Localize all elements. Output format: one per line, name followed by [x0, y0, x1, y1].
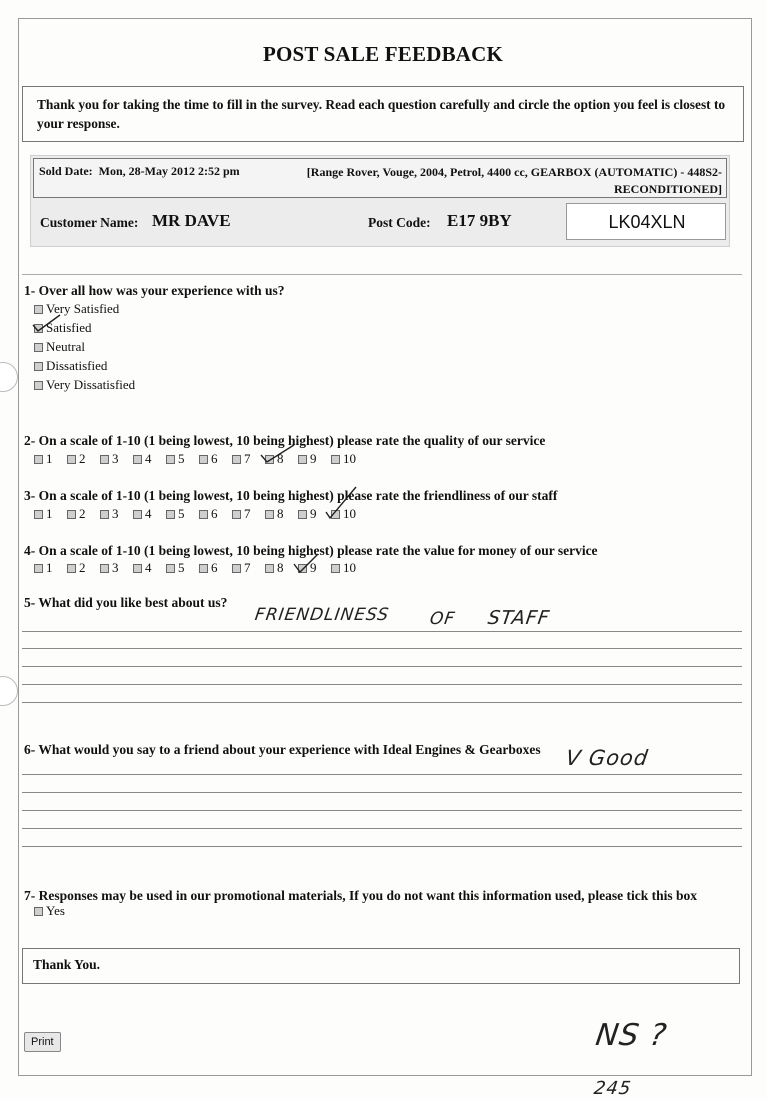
scale-option[interactable]: 5 — [166, 451, 199, 467]
scale-option[interactable]: 9 — [298, 506, 331, 522]
answer-line — [22, 774, 742, 775]
scale-option[interactable]: 8 — [265, 560, 298, 576]
scale-option-selected[interactable]: 10 — [331, 506, 371, 522]
punch-hole — [0, 676, 18, 706]
sold-date — [39, 164, 240, 179]
punch-hole — [0, 362, 18, 392]
scale-option[interactable]: 3 — [100, 451, 133, 467]
page-title: POST SALE FEEDBACK — [262, 42, 504, 66]
answer-line — [22, 648, 742, 649]
handwritten-tick — [30, 312, 64, 334]
sold-date-label: Sold Date: — [39, 164, 93, 178]
print-button[interactable]: Print — [24, 1032, 61, 1052]
answer-line — [22, 666, 742, 667]
scale-option[interactable]: 4 — [133, 506, 166, 522]
checkbox[interactable] — [34, 381, 43, 390]
scale-option[interactable]: 6 — [199, 506, 232, 522]
question-6: 6- What would you say to a friend about your experience with Ideal Engines & Gearboxes — [24, 742, 541, 757]
postcode-label: Post Code: — [368, 215, 431, 230]
handwritten-answer-5-word-2: OF — [428, 609, 457, 629]
handwritten-annotation: NS ? — [593, 1018, 670, 1053]
postcode-value: E17 9BY — [447, 211, 512, 230]
scale-option[interactable]: 10 — [331, 451, 371, 467]
q7-option-yes[interactable]: Yes — [34, 903, 65, 919]
question-7: 7- Responses may be used in our promotional materials, If you do not want this information used, please tick this box — [24, 888, 698, 903]
q2-scale — [34, 451, 371, 467]
answer-line — [22, 702, 742, 703]
scale-option[interactable]: 8 — [265, 506, 298, 522]
answer-line — [22, 828, 742, 829]
thank-you-box: Thank You. — [22, 948, 740, 984]
intro-text: Thank you for taking the time to fill in the survey. Read each question carefully and circle the option you feel is closest to your response. — [22, 86, 744, 142]
handwritten-tick — [292, 552, 322, 576]
scale-option[interactable]: 4 — [133, 451, 166, 467]
checkbox[interactable] — [34, 907, 43, 916]
scale-option[interactable]: 5 — [166, 506, 199, 522]
q1-option-very-dissatisfied[interactable]: Very Dissatisfied — [34, 377, 135, 393]
scale-option[interactable]: 4 — [133, 560, 166, 576]
question-2: 2- On a scale of 1-10 (1 being lowest, 10 being highest) please rate the quality of our service — [24, 433, 546, 448]
handwritten-tick — [320, 484, 360, 522]
answer-line — [22, 846, 742, 847]
customer-name-value: MR DAVE — [152, 211, 231, 230]
scale-option[interactable]: 3 — [100, 506, 133, 522]
scale-option[interactable]: 2 — [67, 560, 100, 576]
scale-option[interactable]: 2 — [67, 506, 100, 522]
handwritten-answer-6: V Good — [564, 746, 651, 770]
q1-option-dissatisfied[interactable]: Dissatisfied — [34, 358, 107, 374]
divider — [22, 274, 742, 275]
registration-value: LK04XLN — [608, 212, 686, 232]
answer-line — [22, 792, 742, 793]
scale-option[interactable]: 9 — [298, 451, 331, 467]
customer-name-label: Customer Name: — [40, 215, 139, 230]
q1-option-neutral[interactable]: Neutral — [34, 339, 85, 355]
q1-option-satisfied[interactable]: Satisfied — [34, 320, 92, 336]
scale-option[interactable]: 1 — [34, 451, 67, 467]
question-4: 4- On a scale of 1-10 (1 being lowest, 10 being highest) please rate the value for money of our service — [24, 543, 598, 558]
q1-option-very-satisfied[interactable]: Very Satisfied — [34, 301, 119, 317]
scale-option[interactable]: 7 — [232, 560, 265, 576]
scale-option[interactable]: 1 — [34, 560, 67, 576]
handwritten-answer-5-word-1: FRIENDLINESS — [253, 605, 391, 625]
scale-option[interactable]: 1 — [34, 506, 67, 522]
scale-option[interactable]: 3 — [100, 560, 133, 576]
checkbox[interactable] — [34, 362, 43, 371]
handwritten-annotation-bottom: 245 — [592, 1078, 633, 1099]
checkbox[interactable] — [34, 343, 43, 352]
sold-date-value: Mon, 28-May 2012 2:52 pm — [98, 164, 240, 178]
scale-option[interactable]: 5 — [166, 560, 199, 576]
question-5: 5- What did you like best about us? — [24, 595, 228, 610]
handwritten-answer-5-word-3: STAFF — [486, 607, 552, 629]
handwritten-tick — [258, 442, 298, 466]
answer-line — [22, 684, 742, 685]
scale-option[interactable]: 10 — [331, 560, 371, 576]
scale-option[interactable]: 6 — [199, 560, 232, 576]
vehicle-details: [Range Rover, Vouge, 2004, Petrol, 4400 cc, GEARBOX (AUTOMATIC) - 448S2-RECONDITIONED] — [306, 165, 722, 196]
answer-line — [22, 810, 742, 811]
scale-option-selected[interactable]: 9 — [298, 560, 331, 576]
scale-option[interactable]: 2 — [67, 451, 100, 467]
question-1: 1- Over all how was your experience with us? — [24, 283, 285, 298]
scale-option[interactable]: 7 — [232, 506, 265, 522]
scale-option[interactable]: 7 — [232, 451, 265, 467]
scale-option-selected[interactable]: 8 — [265, 451, 298, 467]
answer-line — [22, 631, 742, 632]
sold-info-box — [33, 158, 727, 198]
registration-box — [566, 203, 726, 240]
scale-option[interactable]: 6 — [199, 451, 232, 467]
question-3: 3- On a scale of 1-10 (1 being lowest, 10 being highest) please rate the friendliness of our staff — [24, 488, 558, 503]
